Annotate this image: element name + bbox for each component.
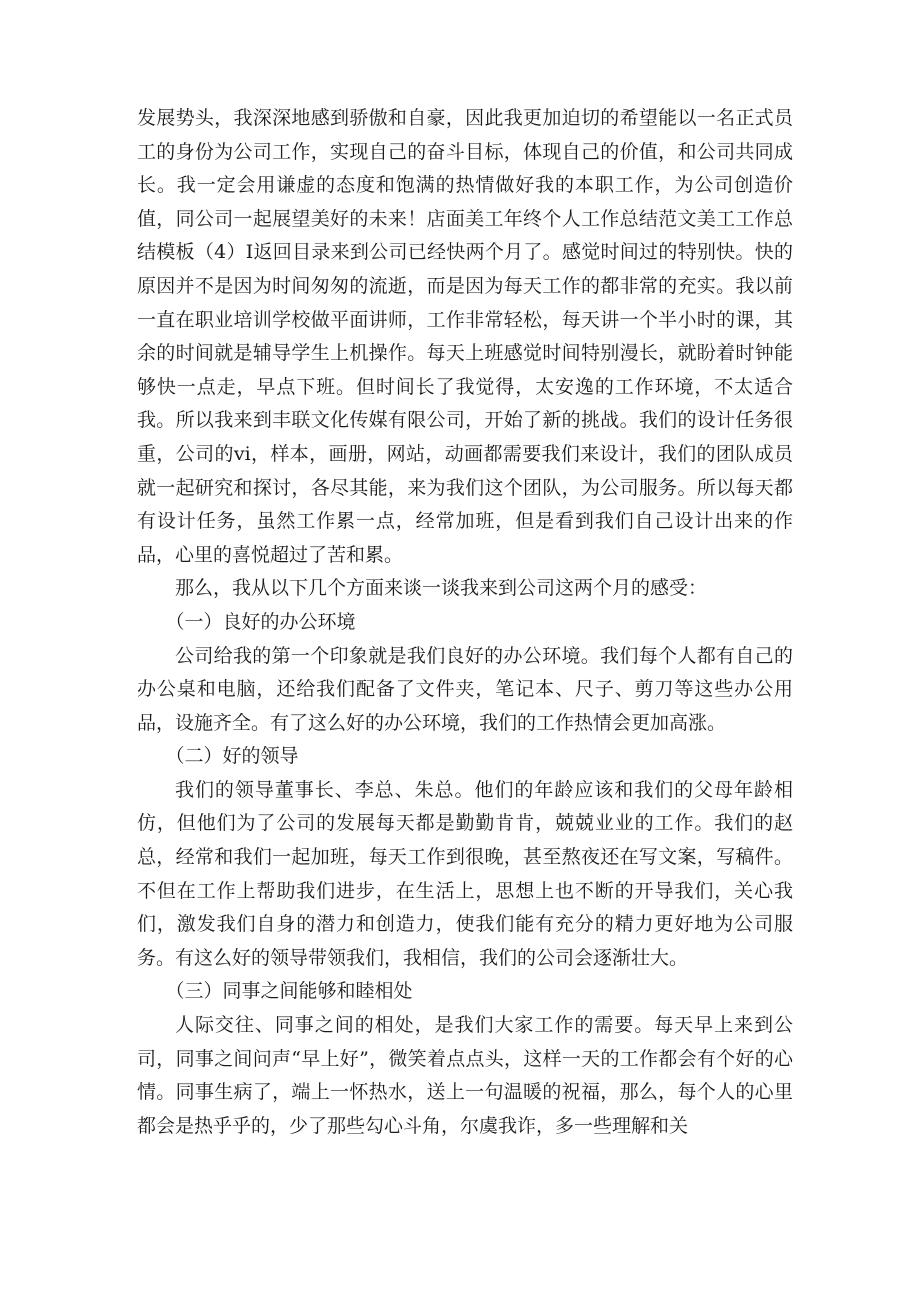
paragraph-office-environment: 公司给我的第一个印象就是我们良好的办公环境。我们每个人都有自己的办公桌和电脑，还给我们配备了文件夹，笔记本、尺子、剪刀等这些办公用品，设施齐全。有了这么好的办公环境，我们的工作热情会更加高涨。 — [137, 644, 793, 734]
section-heading-good-leaders: （二）好的领导 — [165, 745, 299, 768]
paragraph-colleagues: 人际交往、同事之间的相处，是我们大家工作的需要。每天早上来到公司，同事之间问声“早上好”，微笑着点点头，这样一天的工作都会有个好的心情。同事生病了，端上一怀热水，送上一句温暖的祝福，那么，每个人的心里都会是热乎乎的，少了那些勾心斗角，尔虞我诈，多一些理解和关 — [137, 1014, 793, 1137]
paragraph-intro: 那么，我从以下几个方面来谈一谈我来到公司这两个月的感受： — [175, 577, 708, 600]
section-heading-office-environment: （一）良好的办公环境 — [165, 610, 356, 633]
document-body — [137, 102, 793, 1143]
section-heading-colleagues: （三）同事之间能够和睦相处 — [165, 980, 413, 1003]
paragraph-good-leaders: 我们的领导董事长、李总、朱总。他们的年龄应该和我们的父母年龄相仿，但他们为了公司的发展每天都是勤勤肯肯，兢兢业业的工作。我们的赵总，经常和我们一起加班，每天工作到很晚，甚至熬夜还在写文案，写稿件。不但在工作上帮助我们进步，在生活上，思想上也不断的开导我们，关心我们，激发我们自身的潜力和创造力，使我们能有充分的精力更好地为公司服务。有这么好的领导带领我们，我相信，我们的公司会逐渐壮大。 — [137, 778, 793, 969]
paragraph-continuation: 发展势头，我深深地感到骄傲和自豪，因此我更加迫切的希望能以一名正式员工的身份为公司工作，实现自己的奋斗目标，体现自己的价值，和公司共同成长。我一定会用谦虚的态度和饱满的热情做好我的本职工作，为公司创造价值，同公司一起展望美好的未来！店面美工年终个人工作总结范文美工工作总结模板（4）I返回目录来到公司已经快两个月了。感觉时间过的特别快。快的原因并不是因为时间匆匆的流逝，而是因为每天工作的都非常的充实。我以前一直在职业培训学校做平面讲师，工作非常轻松，每天讲一个半小时的课，其余的时间就是辅导学生上机操作。每天上班感觉时间特别漫长，就盼着时钟能够快一点走，早点下班。但时间长了我觉得，太安逸的工作环境，不太适合我。所以我来到丰联文化传媒有限公司，开始了新的挑战。我们的设计任务很重，公司的vi，样本，画册，网站，动画都需要我们来设计，我们的团队成员就一起研究和探讨，各尽其能，来为我们这个团队，为公司服务。所以每天都有设计任务，虽然工作累一点，经常加班，但是看到我们自己设计出来的作品，心里的喜悦超过了苦和累。 — [137, 107, 793, 566]
